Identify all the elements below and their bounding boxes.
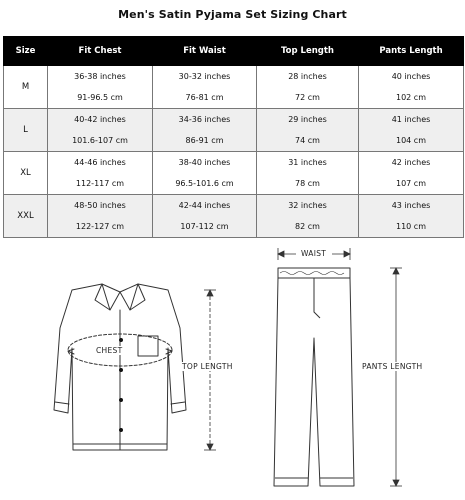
- top-inches: 28 inches: [288, 72, 327, 81]
- shirt-outline: [54, 284, 186, 450]
- chest-cm: 122-127 cm: [75, 222, 125, 231]
- size-cell: L: [4, 109, 48, 152]
- table-header-row: [4, 37, 464, 66]
- header-pants-length: Pants Length: [359, 37, 464, 66]
- chest-inches: 44-46 inches: [74, 158, 126, 167]
- top-inches: 32 inches: [288, 201, 327, 210]
- waist-inches: 30-32 inches: [178, 72, 231, 81]
- pants-cm: 104 cm: [395, 136, 426, 145]
- top-inches: 29 inches: [288, 115, 327, 124]
- waist-inches: 34-36 inches: [178, 115, 231, 124]
- waist-cell: [153, 109, 257, 152]
- size-cell: XXL: [4, 195, 48, 238]
- pants-inches: 42 inches: [391, 158, 431, 167]
- waist-inches: 42-44 inches: [178, 201, 231, 210]
- table-row: [4, 66, 464, 109]
- header-fit-waist: Fit Waist: [153, 37, 257, 66]
- pants-length-cell: [359, 152, 464, 195]
- pants-inches: 40 inches: [391, 72, 431, 81]
- pants-length-cell: [359, 109, 464, 152]
- pants-cm: 107 cm: [395, 179, 426, 188]
- size-chart-table: [3, 36, 464, 238]
- chest-cell: [48, 109, 153, 152]
- top-length-cell: [257, 152, 359, 195]
- pants-inches: 41 inches: [391, 115, 431, 124]
- header-size: Size: [4, 37, 48, 66]
- pants-inches: 43 inches: [391, 201, 431, 210]
- table-row: [4, 109, 464, 152]
- waist-cell: [153, 152, 257, 195]
- waist-cm: 86-91 cm: [185, 136, 224, 145]
- pants-cm: 102 cm: [395, 93, 426, 102]
- pants-outline: [274, 268, 354, 486]
- waist-cm: 107-112 cm: [180, 222, 229, 231]
- waist-label: WAIST: [301, 249, 327, 258]
- garment-diagram: [0, 228, 465, 500]
- chest-cm: 112-117 cm: [75, 179, 125, 188]
- waist-cell: [153, 66, 257, 109]
- page-title: Men's Satin Pyjama Set Sizing Chart: [118, 8, 347, 21]
- pants-length-label: PANTS LENGTH: [362, 362, 423, 371]
- chest-cell: [48, 152, 153, 195]
- size-cell: M: [4, 66, 48, 109]
- header-fit-chest: Fit Chest: [48, 37, 153, 66]
- top-inches: 31 inches: [288, 158, 327, 167]
- chest-inches: 36-38 inches: [74, 72, 126, 81]
- chest-inches: 40-42 inches: [74, 115, 126, 124]
- top-cm: 72 cm: [295, 93, 320, 102]
- chest-cm: 101.6-107 cm: [72, 136, 128, 145]
- header-top-length: Top Length: [257, 37, 359, 66]
- chest-cm: 91-96.5 cm: [77, 93, 123, 102]
- pants-cm: 110 cm: [395, 222, 426, 231]
- top-cm: 74 cm: [295, 136, 320, 145]
- chest-inches: 48-50 inches: [74, 201, 126, 210]
- top-length-cell: [257, 66, 359, 109]
- pants-length-cell: [359, 66, 464, 109]
- waist-cm: 76-81 cm: [185, 93, 224, 102]
- top-cm: 82 cm: [295, 222, 320, 231]
- table-row: [4, 152, 464, 195]
- waist-inches: 38-40 inches: [178, 158, 231, 167]
- chest-label: CHEST: [96, 346, 123, 355]
- top-length-label: TOP LENGTH: [182, 362, 233, 371]
- top-cm: 78 cm: [295, 179, 320, 188]
- top-length-cell: [257, 109, 359, 152]
- chest-cell: [48, 66, 153, 109]
- size-cell: XL: [4, 152, 48, 195]
- waist-cm: 96.5-101.6 cm: [175, 179, 234, 188]
- pants-length-measure: [390, 268, 402, 486]
